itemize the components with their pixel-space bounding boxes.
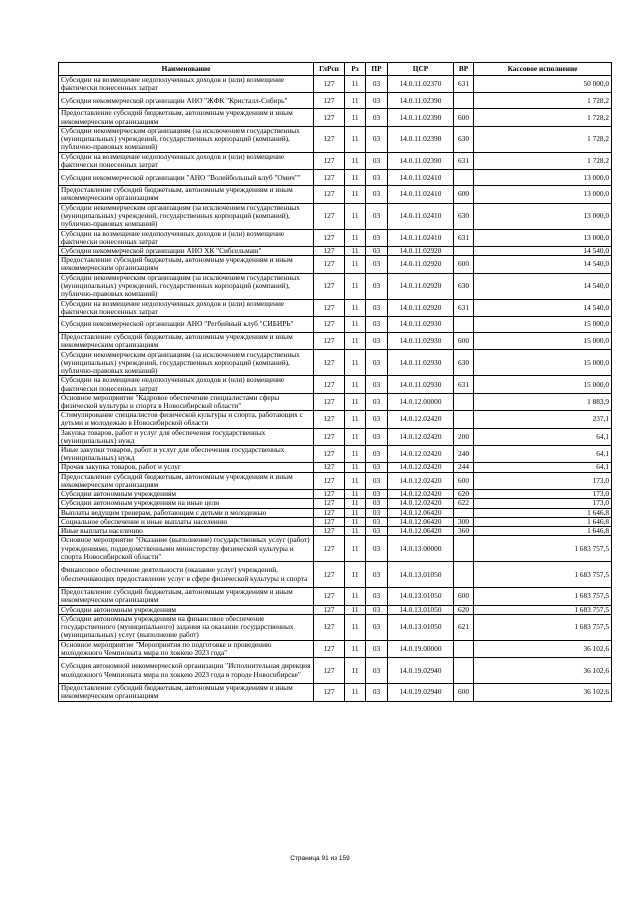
header-pr: ПР: [366, 63, 388, 76]
cell-vr: 620: [454, 490, 474, 499]
cell-vr: 631: [454, 229, 474, 246]
cell-name: Субсидии на возмещение недополученных доходов и (или) возмещение фактически понесенных затрат: [59, 376, 314, 393]
cell-amount: 64,1: [474, 446, 612, 463]
cell-vr: 620: [454, 605, 474, 614]
cell-pr: 03: [366, 517, 388, 526]
cell-vr: 600: [454, 256, 474, 273]
cell-vr: 240: [454, 446, 474, 463]
cell-name: Субсидия некоммерческой организации АНО ХК "Сибсельмаш": [59, 247, 314, 256]
table-row: [59, 536, 612, 562]
table-row: [59, 463, 612, 472]
cell-glrsp: 127: [314, 428, 345, 445]
table-row: [59, 170, 612, 186]
header-vr: ВР: [454, 63, 474, 76]
cell-name: Субсидия некоммерческой организации "АНО "Волейбольный клуб "Омич"": [59, 170, 314, 186]
cell-amount: 1 683 757,5: [474, 536, 612, 562]
cell-rz: 11: [345, 472, 366, 489]
cell-csr: 14.0.12.02420: [388, 499, 454, 508]
table-row: [59, 93, 612, 109]
cell-glrsp: 127: [314, 499, 345, 508]
cell-glrsp: 127: [314, 526, 345, 535]
budget-execution-table: [58, 62, 612, 702]
table-row: [59, 393, 612, 410]
cell-glrsp: 127: [314, 109, 345, 126]
cell-csr: 14.0.12.06420: [388, 526, 454, 535]
cell-amount: 1 646,8: [474, 508, 612, 517]
cell-rz: 11: [345, 614, 366, 640]
budget-table-sheet: [58, 62, 611, 702]
cell-name: Стимулирование специалистов физической культуры и спорта, работающих с детьми и молодежью в Новосибирской области: [59, 411, 314, 428]
cell-pr: 03: [366, 526, 388, 535]
cell-csr: 14.0.12.02420: [388, 472, 454, 489]
cell-vr: 600: [454, 333, 474, 350]
cell-name: Предоставление субсидий бюджетным, автономным учреждениям и иным некоммерческим организациям: [59, 588, 314, 605]
cell-amount: 13 000,0: [474, 186, 612, 203]
cell-vr: 600: [454, 109, 474, 126]
cell-pr: 03: [366, 76, 388, 93]
cell-vr: 600: [454, 684, 474, 701]
cell-csr: 14.0.11.02930: [388, 376, 454, 393]
table-row: [59, 333, 612, 350]
cell-rz: 11: [345, 247, 366, 256]
cell-pr: 03: [366, 499, 388, 508]
cell-glrsp: 127: [314, 605, 345, 614]
cell-amount: 1 728,2: [474, 109, 612, 126]
cell-amount: 1 646,8: [474, 517, 612, 526]
cell-amount: 173,0: [474, 472, 612, 489]
table-row: [59, 152, 612, 169]
cell-rz: 11: [345, 508, 366, 517]
cell-rz: 11: [345, 658, 366, 684]
table-row: [59, 605, 612, 614]
cell-rz: 11: [345, 562, 366, 588]
cell-glrsp: 127: [314, 93, 345, 109]
cell-vr: 631: [454, 299, 474, 316]
cell-pr: 03: [366, 170, 388, 186]
cell-csr: 14.0.13.01050: [388, 614, 454, 640]
cell-name: Финансовое обеспечение деятельности (оказание услуг) учреждений, обеспечивающих предоставление услуг в сфере физической культуры и спорта: [59, 562, 314, 588]
cell-vr: [454, 640, 474, 657]
cell-csr: 14.0.11.02930: [388, 317, 454, 333]
header-rz: Рз: [345, 63, 366, 76]
cell-csr: 14.0.11.02410: [388, 186, 454, 203]
cell-name: Субсидии автономным учреждениям на иные цели: [59, 499, 314, 508]
cell-amount: 15 000,0: [474, 333, 612, 350]
cell-vr: 631: [454, 376, 474, 393]
cell-pr: 03: [366, 446, 388, 463]
cell-pr: 03: [366, 93, 388, 109]
cell-pr: 03: [366, 614, 388, 640]
cell-name: Социальное обеспечение и иные выплаты населению: [59, 517, 314, 526]
cell-name: Предоставление субсидий бюджетным, автономным учреждениям и иным некоммерческим организациям: [59, 186, 314, 203]
cell-amount: 1 683 757,5: [474, 614, 612, 640]
cell-vr: [454, 508, 474, 517]
cell-amount: 14 540,0: [474, 273, 612, 299]
cell-vr: [454, 247, 474, 256]
cell-pr: 03: [366, 273, 388, 299]
cell-amount: 1 646,8: [474, 526, 612, 535]
cell-csr: 14.0.11.02410: [388, 203, 454, 229]
table-row: [59, 562, 612, 588]
cell-glrsp: 127: [314, 614, 345, 640]
cell-csr: 14.0.11.02390: [388, 152, 454, 169]
cell-csr: 14.0.11.02370: [388, 76, 454, 93]
cell-glrsp: 127: [314, 152, 345, 169]
table-row: [59, 499, 612, 508]
cell-name: Субсидии автономным учреждениям: [59, 605, 314, 614]
cell-csr: 14.0.11.02920: [388, 299, 454, 316]
header-csr: ЦСР: [388, 63, 454, 76]
cell-glrsp: 127: [314, 376, 345, 393]
cell-glrsp: 127: [314, 588, 345, 605]
table-row: [59, 109, 612, 126]
cell-name: Основное мероприятие "Кадровое обеспечение специалистами сферы физической культуры и спорта в Новосибирской области": [59, 393, 314, 410]
cell-rz: 11: [345, 273, 366, 299]
cell-glrsp: 127: [314, 517, 345, 526]
cell-csr: 14.0.13.00000: [388, 536, 454, 562]
cell-name: Субсидии на возмещение недополученных доходов и (или) возмещение фактически понесенных затрат: [59, 76, 314, 93]
cell-vr: 200: [454, 428, 474, 445]
cell-amount: 173,0: [474, 490, 612, 499]
cell-vr: 631: [454, 76, 474, 93]
cell-pr: 03: [366, 333, 388, 350]
cell-csr: 14.0.11.02390: [388, 126, 454, 152]
cell-rz: 11: [345, 499, 366, 508]
cell-pr: 03: [366, 256, 388, 273]
table-row: [59, 428, 612, 445]
cell-vr: [454, 562, 474, 588]
cell-glrsp: 127: [314, 170, 345, 186]
cell-name: Основное мероприятие "Мероприятия по подготовке и проведению молодежного Чемпионата мира по хоккею 2023 года": [59, 640, 314, 657]
cell-name: Прочая закупка товаров, работ и услуг: [59, 463, 314, 472]
cell-name: Субсидии на возмещение недополученных доходов и (или) возмещение фактически понесенных затрат: [59, 299, 314, 316]
cell-pr: 03: [366, 490, 388, 499]
cell-name: Закупка товаров, работ и услуг для обеспечения государственных (муниципальных) нужд: [59, 428, 314, 445]
cell-glrsp: 127: [314, 299, 345, 316]
cell-pr: 03: [366, 463, 388, 472]
cell-csr: 14.0.11.02410: [388, 170, 454, 186]
cell-csr: 14.0.13.01050: [388, 605, 454, 614]
cell-vr: 600: [454, 588, 474, 605]
cell-name: Субсидии автономным учреждениям на финансовое обеспечение государственного (муниципального) задания на оказание государственных (муниципальных) услуг (выполнение работ): [59, 614, 314, 640]
cell-vr: [454, 411, 474, 428]
table-row: [59, 526, 612, 535]
cell-pr: 03: [366, 109, 388, 126]
cell-vr: 630: [454, 203, 474, 229]
cell-amount: 13 000,0: [474, 170, 612, 186]
cell-glrsp: 127: [314, 640, 345, 657]
cell-pr: 03: [366, 411, 388, 428]
cell-rz: 11: [345, 109, 366, 126]
header-cash-execution: Кассовое исполнение: [474, 63, 612, 76]
table-row: [59, 350, 612, 376]
cell-pr: 03: [366, 152, 388, 169]
cell-amount: 15 000,0: [474, 376, 612, 393]
cell-rz: 11: [345, 605, 366, 614]
cell-csr: 14.0.11.02930: [388, 333, 454, 350]
cell-amount: 1 683 757,5: [474, 605, 612, 614]
cell-amount: 13 000,0: [474, 203, 612, 229]
cell-amount: 13 000,0: [474, 229, 612, 246]
cell-csr: 14.0.11.02410: [388, 229, 454, 246]
cell-csr: 14.0.11.02390: [388, 109, 454, 126]
cell-csr: 14.0.11.02920: [388, 273, 454, 299]
table-row: [59, 472, 612, 489]
cell-rz: 11: [345, 428, 366, 445]
cell-rz: 11: [345, 684, 366, 701]
cell-rz: 11: [345, 186, 366, 203]
cell-rz: 11: [345, 411, 366, 428]
cell-name: Субсидии некоммерческим организациям (за исключением государственных (муниципальных) учреждений, государственных корпораций (компаний), публично-правовых компаний): [59, 126, 314, 152]
cell-vr: 360: [454, 526, 474, 535]
cell-pr: 03: [366, 203, 388, 229]
cell-vr: [454, 93, 474, 109]
cell-amount: 14 540,0: [474, 299, 612, 316]
cell-name: Субсидии на возмещение недополученных доходов и (или) возмещение фактически понесенных затрат: [59, 152, 314, 169]
cell-pr: 03: [366, 376, 388, 393]
cell-pr: 03: [366, 229, 388, 246]
cell-rz: 11: [345, 170, 366, 186]
table-row: [59, 256, 612, 273]
cell-vr: [454, 170, 474, 186]
cell-rz: 11: [345, 152, 366, 169]
cell-rz: 11: [345, 229, 366, 246]
cell-rz: 11: [345, 526, 366, 535]
cell-glrsp: 127: [314, 411, 345, 428]
header-name: Наименование: [59, 63, 314, 76]
cell-glrsp: 127: [314, 562, 345, 588]
cell-amount: 1 683 757,5: [474, 588, 612, 605]
cell-vr: 300: [454, 517, 474, 526]
table-row: [59, 376, 612, 393]
cell-name: Субсидии некоммерческим организациям (за исключением государственных (муниципальных) учреждений, государственных корпораций (компаний), публично-правовых компаний): [59, 203, 314, 229]
cell-pr: 03: [366, 536, 388, 562]
cell-csr: 14.0.19.00000: [388, 640, 454, 657]
cell-pr: 03: [366, 588, 388, 605]
cell-csr: 14.0.19.02940: [388, 658, 454, 684]
table-row: [59, 229, 612, 246]
cell-vr: 244: [454, 463, 474, 472]
cell-rz: 11: [345, 588, 366, 605]
cell-csr: 14.0.11.02920: [388, 247, 454, 256]
cell-glrsp: 127: [314, 446, 345, 463]
table-row: [59, 186, 612, 203]
cell-amount: 36 102,6: [474, 640, 612, 657]
cell-amount: 36 102,6: [474, 658, 612, 684]
cell-pr: 03: [366, 393, 388, 410]
cell-glrsp: 127: [314, 247, 345, 256]
cell-rz: 11: [345, 463, 366, 472]
cell-amount: 1 728,2: [474, 152, 612, 169]
cell-pr: 03: [366, 186, 388, 203]
cell-name: Субсидии автономным учреждениям: [59, 490, 314, 499]
cell-rz: 11: [345, 203, 366, 229]
cell-rz: 11: [345, 536, 366, 562]
cell-pr: 03: [366, 317, 388, 333]
table-row: [59, 658, 612, 684]
cell-glrsp: 127: [314, 508, 345, 517]
table-row: [59, 446, 612, 463]
cell-amount: 50 000,0: [474, 76, 612, 93]
table-header-row: [59, 63, 612, 76]
table-row: [59, 317, 612, 333]
cell-pr: 03: [366, 247, 388, 256]
cell-pr: 03: [366, 299, 388, 316]
cell-rz: 11: [345, 446, 366, 463]
cell-glrsp: 127: [314, 273, 345, 299]
cell-amount: 36 102,6: [474, 684, 612, 701]
cell-csr: 14.0.12.02420: [388, 463, 454, 472]
cell-amount: 1 728,2: [474, 126, 612, 152]
table-row: [59, 76, 612, 93]
cell-vr: 631: [454, 152, 474, 169]
cell-glrsp: 127: [314, 317, 345, 333]
cell-vr: 630: [454, 126, 474, 152]
cell-amount: 64,1: [474, 428, 612, 445]
cell-pr: 03: [366, 350, 388, 376]
cell-amount: 1 683 757,5: [474, 562, 612, 588]
cell-rz: 11: [345, 256, 366, 273]
cell-csr: 14.0.12.00000: [388, 393, 454, 410]
cell-pr: 03: [366, 126, 388, 152]
cell-csr: 14.0.12.02420: [388, 411, 454, 428]
cell-rz: 11: [345, 333, 366, 350]
cell-amount: 14 540,0: [474, 256, 612, 273]
cell-csr: 14.0.13.01050: [388, 562, 454, 588]
cell-vr: [454, 393, 474, 410]
cell-name: Иные выплаты населению: [59, 526, 314, 535]
cell-name: Субсидии некоммерческим организациям (за исключением государственных (муниципальных) учреждений, государственных корпораций (компаний), публично-правовых компаний): [59, 273, 314, 299]
cell-glrsp: 127: [314, 463, 345, 472]
cell-glrsp: 127: [314, 229, 345, 246]
cell-vr: [454, 317, 474, 333]
cell-glrsp: 127: [314, 658, 345, 684]
cell-csr: 14.0.12.02420: [388, 446, 454, 463]
cell-csr: 14.0.11.02390: [388, 93, 454, 109]
header-glrsp: ГлРсп: [314, 63, 345, 76]
page-footer: Страница 91 из 159: [290, 855, 350, 862]
cell-glrsp: 127: [314, 186, 345, 203]
table-row: [59, 299, 612, 316]
cell-amount: 15 000,0: [474, 350, 612, 376]
cell-glrsp: 127: [314, 472, 345, 489]
cell-glrsp: 127: [314, 684, 345, 701]
cell-rz: 11: [345, 126, 366, 152]
cell-name: Выплаты ведущим тренерам, работающим с детьми и молодежью: [59, 508, 314, 517]
table-row: [59, 273, 612, 299]
cell-csr: 14.0.12.06420: [388, 508, 454, 517]
cell-amount: 237,1: [474, 411, 612, 428]
cell-vr: 630: [454, 350, 474, 376]
table-row: [59, 126, 612, 152]
table-row: [59, 614, 612, 640]
cell-amount: 1 883,9: [474, 393, 612, 410]
cell-rz: 11: [345, 393, 366, 410]
cell-pr: 03: [366, 508, 388, 517]
cell-glrsp: 127: [314, 76, 345, 93]
cell-name: Субсидии на возмещение недополученных доходов и (или) возмещение фактически понесенных затрат: [59, 229, 314, 246]
cell-vr: [454, 536, 474, 562]
cell-name: Предоставление субсидий бюджетным, автономным учреждениям и иным некоммерческим организациям: [59, 333, 314, 350]
cell-rz: 11: [345, 350, 366, 376]
cell-name: Основное мероприятие "Оказание (выполнение) государственных услуг (работ) учреждениями, подведомственными министерству физической культуры и спорта Новосибирской области": [59, 536, 314, 562]
cell-name: Предоставление субсидий бюджетным, автономным учреждениям и иным некоммерческим организациям: [59, 256, 314, 273]
cell-glrsp: 127: [314, 333, 345, 350]
cell-glrsp: 127: [314, 126, 345, 152]
cell-csr: 14.0.19.02940: [388, 684, 454, 701]
cell-rz: 11: [345, 76, 366, 93]
cell-rz: 11: [345, 376, 366, 393]
cell-rz: 11: [345, 93, 366, 109]
table-row: [59, 203, 612, 229]
cell-csr: 14.0.11.02920: [388, 256, 454, 273]
table-row: [59, 588, 612, 605]
cell-name: Субсидия некоммерческой организации АНО "Регбийный клуб "СИБИРЬ": [59, 317, 314, 333]
cell-csr: 14.0.12.06420: [388, 517, 454, 526]
cell-glrsp: 127: [314, 203, 345, 229]
cell-vr: 630: [454, 273, 474, 299]
cell-rz: 11: [345, 640, 366, 657]
cell-glrsp: 127: [314, 490, 345, 499]
cell-glrsp: 127: [314, 350, 345, 376]
cell-name: Субсидии некоммерческим организациям (за исключением государственных (муниципальных) учреждений, государственных корпораций (компаний), публично-правовых компаний): [59, 350, 314, 376]
cell-vr: 600: [454, 472, 474, 489]
table-row: [59, 640, 612, 657]
cell-pr: 03: [366, 658, 388, 684]
cell-csr: 14.0.12.02420: [388, 490, 454, 499]
cell-rz: 11: [345, 517, 366, 526]
cell-pr: 03: [366, 472, 388, 489]
cell-name: Иные закупки товаров, работ и услуг для обеспечения государственных (муниципальных) нужд: [59, 446, 314, 463]
cell-glrsp: 127: [314, 536, 345, 562]
cell-pr: 03: [366, 428, 388, 445]
cell-vr: 600: [454, 186, 474, 203]
cell-name: Предоставление субсидий бюджетным, автономным учреждениям и иным некоммерческим организациям: [59, 472, 314, 489]
cell-pr: 03: [366, 640, 388, 657]
cell-vr: [454, 658, 474, 684]
cell-amount: 14 540,0: [474, 247, 612, 256]
cell-amount: 15 000,0: [474, 317, 612, 333]
cell-amount: 1 728,2: [474, 93, 612, 109]
cell-name: Субсидия некоммерческой организации АНО "ЖФК "Кристалл-Сибирь": [59, 93, 314, 109]
cell-glrsp: 127: [314, 256, 345, 273]
cell-rz: 11: [345, 299, 366, 316]
cell-rz: 11: [345, 317, 366, 333]
cell-glrsp: 127: [314, 393, 345, 410]
cell-rz: 11: [345, 490, 366, 499]
cell-pr: 03: [366, 562, 388, 588]
cell-name: Предоставление субсидий бюджетным, автономным учреждениям и иным некоммерческим организациям: [59, 109, 314, 126]
cell-name: Предоставление субсидий бюджетным, автономным учреждениям и иным некоммерческим организациям: [59, 684, 314, 701]
table-row: [59, 508, 612, 517]
table-row: [59, 684, 612, 701]
cell-amount: 64,1: [474, 463, 612, 472]
cell-vr: 621: [454, 614, 474, 640]
cell-csr: 14.0.13.01050: [388, 588, 454, 605]
cell-csr: 14.0.12.02420: [388, 428, 454, 445]
cell-amount: 173,0: [474, 499, 612, 508]
cell-csr: 14.0.11.02930: [388, 350, 454, 376]
cell-pr: 03: [366, 605, 388, 614]
cell-name: Субсидия автономной некоммерческой организации "Исполнительная дирекция молодежного Чемпионата мира по хоккею 2023 года в городе Новосибирске": [59, 658, 314, 684]
cell-vr: 622: [454, 499, 474, 508]
table-row: [59, 411, 612, 428]
cell-pr: 03: [366, 684, 388, 701]
